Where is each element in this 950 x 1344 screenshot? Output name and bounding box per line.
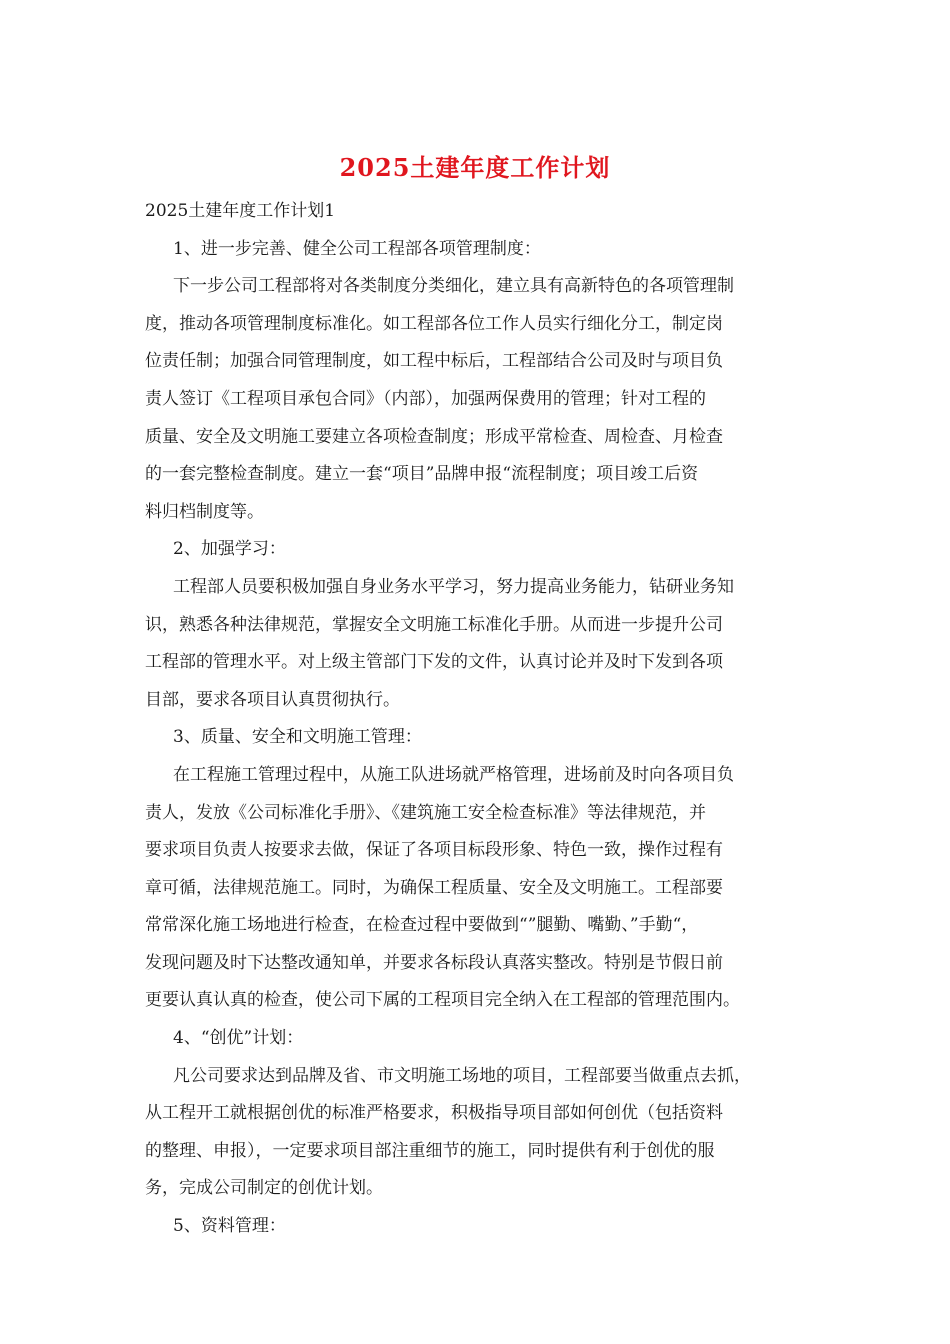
text-line: 料归档制度等。 bbox=[145, 501, 264, 522]
text-line: 4、“创优”计划： bbox=[173, 1028, 304, 1049]
text-line: 务，完成公司制定的创优计划。 bbox=[145, 1178, 383, 1199]
text-line: 责人签订《工程项目承包合同》（内部），加强两保费用的管理；针对工程的 bbox=[145, 388, 706, 409]
text-line: 从工程开工就根据创优的标准严格要求，积极指导项目部如何创优（包括资料 bbox=[145, 1103, 723, 1124]
text-line: 1、进一步完善、健全公司工程部各项管理制度： bbox=[173, 238, 541, 259]
text-line: 在工程施工管理过程中，从施工队进场就严格管理，进场前及时向各项目负 bbox=[173, 764, 734, 785]
text-line: 发现问题及时下达整改通知单，并要求各标段认真落实整改。特别是节假日前 bbox=[145, 952, 723, 973]
text-line: 凡公司要求达到品牌及省、市文明施工场地的项目，工程部要当做重点去抓， bbox=[173, 1065, 751, 1086]
text-line: 下一步公司工程部将对各类制度分类细化，建立具有高新特色的各项管理制 bbox=[173, 276, 734, 297]
paragraph-lines bbox=[145, 234, 815, 1241]
text-line: 质量、安全及文明施工要建立各项检查制度；形成平常检查、周检查、月检查 bbox=[145, 426, 723, 447]
text-line: 5、资料管理： bbox=[173, 1216, 286, 1237]
text-line: 2、加强学习： bbox=[173, 539, 286, 560]
text-line: 工程部的管理水平。对上级主管部门下发的文件，认真讨论并及时下发到各项 bbox=[145, 652, 723, 673]
text-line: 常常深化施工场地进行检查，在检查过程中要做到“”腿勤、嘴勤、”手勤“， bbox=[145, 915, 699, 936]
text-line: 的整理、申报），一定要求项目部注重细节的施工，同时提供有利于创优的服 bbox=[145, 1140, 715, 1161]
document-body bbox=[145, 196, 815, 1249]
text-line: 章可循，法律规范施工。同时，为确保工程质量、安全及文明施工。工程部要 bbox=[145, 877, 723, 898]
document-subtitle: 2025土建年度工作计划1 bbox=[145, 201, 336, 221]
text-line: 的一套完整检查制度。建立一套“项目”品牌申报“流程制度；项目竣工后资 bbox=[145, 464, 699, 485]
text-line: 识，熟悉各种法律规范，掌握安全文明施工标准化手册。从而进一步提升公司 bbox=[145, 614, 723, 635]
text-line: 位责任制；加强合同管理制度，如工程中标后，工程部结合公司及时与项目负 bbox=[145, 351, 723, 372]
text-line: 度，推动各项管理制度标准化。如工程部各位工作人员实行细化分工，制定岗 bbox=[145, 313, 723, 334]
text-line: 要求项目负责人按要求去做，保证了各项目标段形象、特色一致，操作过程有 bbox=[145, 840, 723, 861]
text-line: 3、质量、安全和文明施工管理： bbox=[173, 727, 422, 748]
document-title: 2025土建年度工作计划 bbox=[339, 153, 611, 182]
text-line: 责人，发放《公司标准化手册》、《建筑施工安全检查标准》等法律规范，并 bbox=[145, 802, 706, 823]
text-line: 更要认真认真的检查，使公司下属的工程项目完全纳入在工程部的管理范围内。 bbox=[145, 990, 740, 1011]
text-line: 目部，要求各项目认真贯彻执行。 bbox=[145, 689, 400, 710]
text-line: 工程部人员要积极加强自身业务水平学习，努力提高业务能力，钻研业务知 bbox=[173, 576, 734, 597]
